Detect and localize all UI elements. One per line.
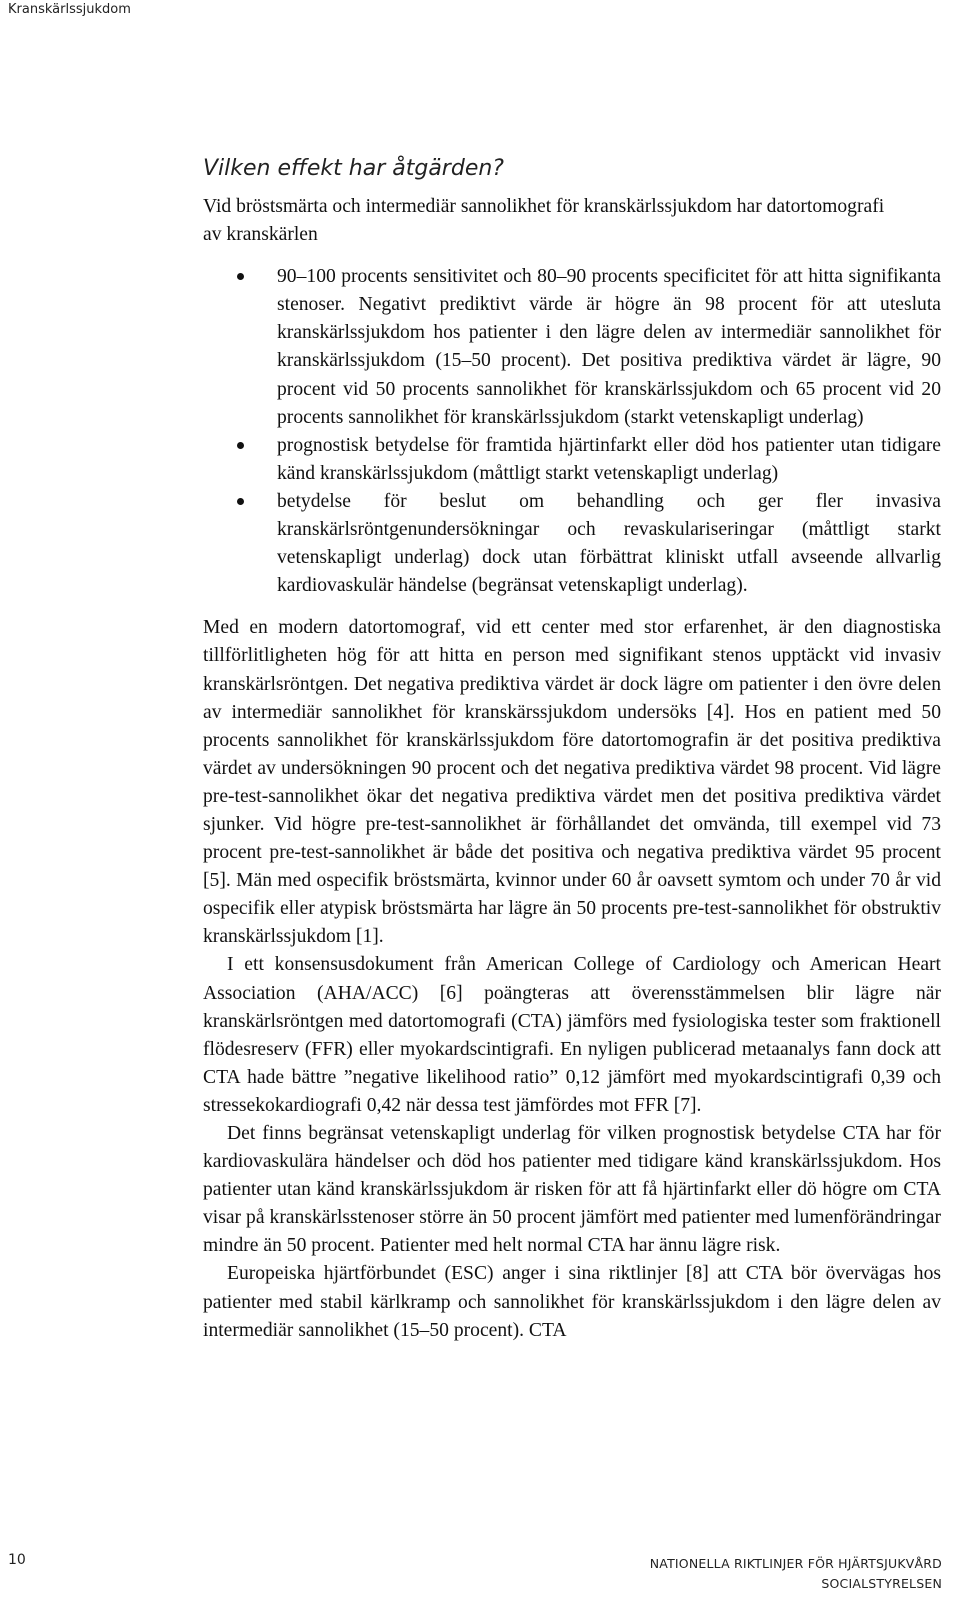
publication-title: NATIONELLA RIKTLINJER FÖR HJÄRTSJUKVÅRD <box>649 1556 942 1571</box>
bullet-text: 90–100 procents sensitivitet och 80–90 procents specificitet för att hitta signifikanta stenoser. Negativt prediktivt värde är högre än 98 procent för att utesluta kranskärlssjukdom hos patienter i den lägre delen av intermediär sannolikhet för kranskärlssjukdom (15–50 procent). Det positiva prediktiva värdet är lägre, 90 procent vid 50 procents sannolikhet för kranskärlssjukdom och 65 procent vid 20 procents sannolikhet för kranskärlssjukdom (starkt vetenskapligt underlag) <box>277 266 941 428</box>
section-title: Vilken effekt har åtgärden? <box>203 156 504 181</box>
running-header-title: Kranskärlssjukdom <box>8 2 131 17</box>
footer-publication <box>650 1554 942 1594</box>
intro-paragraph: Vid bröstsmärta och intermediär sannolikhet för kranskärlssjukdom har datortomografi av kranskärlen <box>203 196 885 246</box>
bullet-icon <box>237 273 244 280</box>
bullet-item <box>277 263 941 432</box>
page-number: 10 <box>8 1552 26 1568</box>
paragraph: I ett konsensusdokument från American College of Cardiology och American Heart Association (AHA/ACC) [6] poängteras att överensstämmelsen blir lägre när kranskärlsröntgen med datortomografi (CTA) jämförs med fysiologiska tester som fraktionell flödesreserv (FFR) eller myokardscintigrafi. En nyligen publicerad metaanalys fann dock att CTA hade bättre ”negative likelihood ratio” 0,12 jämfört med myokardscintigrafi 0,39 och stressekokardiografi 0,42 när dessa test jämfördes mot FFR [7]. <box>203 954 941 1116</box>
bullet-text: betydelse för beslut om behandling och ger fler invasiva kranskärlsröntgenundersökningar och revaskulariseringar (måttligt starkt vetenskapligt underlag) dock utan förbättrat kliniskt utfall avseende allvarlig kardiovaskulär händelse (begränsat vetenskapligt underlag). <box>277 490 941 597</box>
publisher-name: SOCIALSTYRELSEN <box>821 1576 942 1591</box>
paragraph: Europeiska hjärtförbundet (ESC) anger i sina riktlinjer [8] att CTA bör övervägas hos patienter med stabil kärlkramp och sannolikhet för kranskärlssjukdom i den lägre delen av intermediär sannolikhet (15–50 procent). CTA <box>203 1263 941 1341</box>
body-text <box>203 193 941 1345</box>
bullet-icon <box>237 498 244 505</box>
bullet-list <box>203 263 941 600</box>
bullet-item <box>277 488 941 600</box>
paragraph: Det finns begränsat vetenskapligt underlag för vilken prognostisk betydelse CTA har för kardiovaskulära händelser och död hos patienter med tidigare känd kranskärlssjukdom. Hos patienter utan känd kranskärlssjukdom är risken för att få hjärtinfarkt eller dö högre om CTA visar på kranskärlsstenoser större än 50 procent jämfört med patienter med lumenförändringar mindre än 50 procent. Patienter med helt normal CTA har ännu lägre risk. <box>203 1123 941 1257</box>
bullet-text: prognostisk betydelse för framtida hjärtinfarkt eller död hos patienter utan tidigare känd kranskärlssjukdom (måttligt starkt vetenskapligt underlag) <box>277 434 941 484</box>
paragraph: Med en modern datortomograf, vid ett center med stor erfarenhet, är den diagnostiska tillförlitligheten hög för att hitta en person med signifikant stenos upptäckt vid invasiv kranskärlsröntgen. Det negativa prediktiva värdet är dock lägre om patienter i den övre delen av intermediär sannolikhet för kranskärssjukdom undersöks [4]. Hos en patient med 50 procents sannolikhet för kranskärlssjukdom före datortomografin är det positiva prediktiva värdet av undersökningen 90 procent och det negativa prediktiva värdet 98 procent. Vid lägre pre-test-sannolikhet ökar det negativa prediktiva värdet men det positiva prediktiva värdet sjunker. Vid högre pre-test-sannolikhet är förhållandet det omvända, till exempel vid 73 procent pre-test-sannolikhet är både det positiva och negativa prediktiva värdet 95 procent [5]. Män med ospecifik bröstsmärta, kvinnor under 60 år oavsett symtom och under 70 år vid ospecifik eller atypisk bröstsmärta har lägre än 50 procents pre-test-sannolikhet för obstruktiv kranskärlssjukdom [1]. <box>203 617 941 948</box>
bullet-icon <box>237 442 244 449</box>
bullet-item <box>277 432 941 488</box>
